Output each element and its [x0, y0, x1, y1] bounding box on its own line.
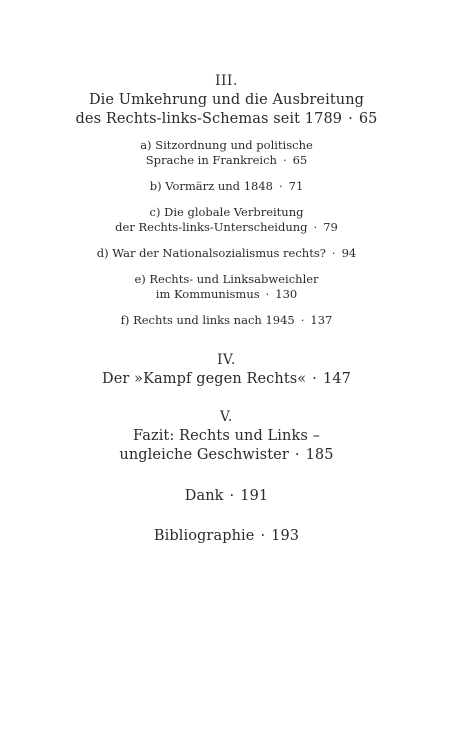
page-separator: · [300, 313, 305, 327]
section-b [0, 179, 453, 194]
page-separator: · [265, 287, 270, 301]
chapter-numeral: V. [220, 409, 233, 425]
chapter-title-text: des Rechts-links-Schemas seit 1789 [75, 111, 343, 127]
section-title-line [0, 153, 453, 168]
section-e [0, 272, 453, 302]
page-number: 71 [288, 179, 304, 193]
chapter-title-text: ungleiche Geschwister [119, 447, 289, 463]
page-number: 65 [358, 111, 378, 127]
section-title-text: f) Rechts und links nach 1945 [120, 313, 295, 327]
page-number: 185 [305, 447, 334, 463]
chapter-title-text: Dank [184, 488, 224, 504]
chapter-title-line: Die Umkehrung und die Ausbreitung [88, 92, 365, 108]
page-separator: · [294, 447, 300, 463]
page-number: 65 [292, 153, 308, 167]
dank-entry [0, 487, 453, 506]
page-separator: · [348, 111, 353, 127]
section-title-text: im Kommunismus [155, 287, 260, 301]
chapter-5 [0, 408, 453, 465]
section-title-line: c) Die globale Verbreitung [149, 205, 304, 219]
page-number: 191 [240, 488, 269, 504]
section-title-text: Sprache in Frankreich [145, 153, 277, 167]
chapter-title-text: Bibliographie [153, 528, 255, 544]
page-separator: · [313, 220, 318, 234]
chapter-4 [0, 351, 453, 389]
section-title-line: a) Sitzordnung und politische [140, 138, 313, 152]
section-a [0, 138, 453, 168]
section-f [0, 313, 453, 328]
page-number: 193 [271, 528, 300, 544]
section-title-line [0, 220, 453, 235]
chapter-title-line [0, 370, 453, 389]
page-number: 79 [323, 220, 338, 234]
section-title-line: e) Rechts- und Linksabweichler [134, 272, 319, 286]
chapter-numeral: IV. [217, 352, 236, 368]
section-title-text: b) Vormärz und 1848 [149, 179, 273, 193]
page-separator: · [312, 371, 317, 387]
section-title-line [0, 287, 453, 302]
bibliographie-entry [0, 527, 453, 546]
section-title-line [0, 179, 453, 194]
table-of-contents [0, 72, 453, 546]
page-number: 137 [310, 313, 333, 327]
page-separator: · [282, 153, 287, 167]
section-title-text: der Rechts-links-Unterscheidung [115, 220, 308, 234]
chapter-numeral: III. [215, 73, 238, 89]
chapter-title-line [0, 446, 453, 465]
page-number: 147 [323, 371, 351, 387]
chapter-3 [0, 72, 453, 129]
chapter-title-line [0, 110, 453, 129]
page-separator: · [331, 246, 336, 260]
chapter-title-line [0, 527, 453, 546]
page-separator: · [278, 179, 283, 193]
chapter-title-line: Fazit: Rechts und Links – [133, 428, 320, 444]
section-title-text: d) War der Nationalsozialismus rechts? [96, 246, 326, 260]
section-c [0, 205, 453, 235]
page-separator: · [260, 528, 266, 544]
section-d [0, 246, 453, 261]
page-number: 130 [275, 287, 298, 301]
section-title-line [0, 313, 453, 328]
section-title-line [0, 246, 453, 261]
page-number: 94 [341, 246, 357, 260]
chapter-title-text: Der »Kampf gegen Rechts« [102, 371, 307, 387]
page-separator: · [229, 488, 235, 504]
chapter-title-line [0, 487, 453, 506]
